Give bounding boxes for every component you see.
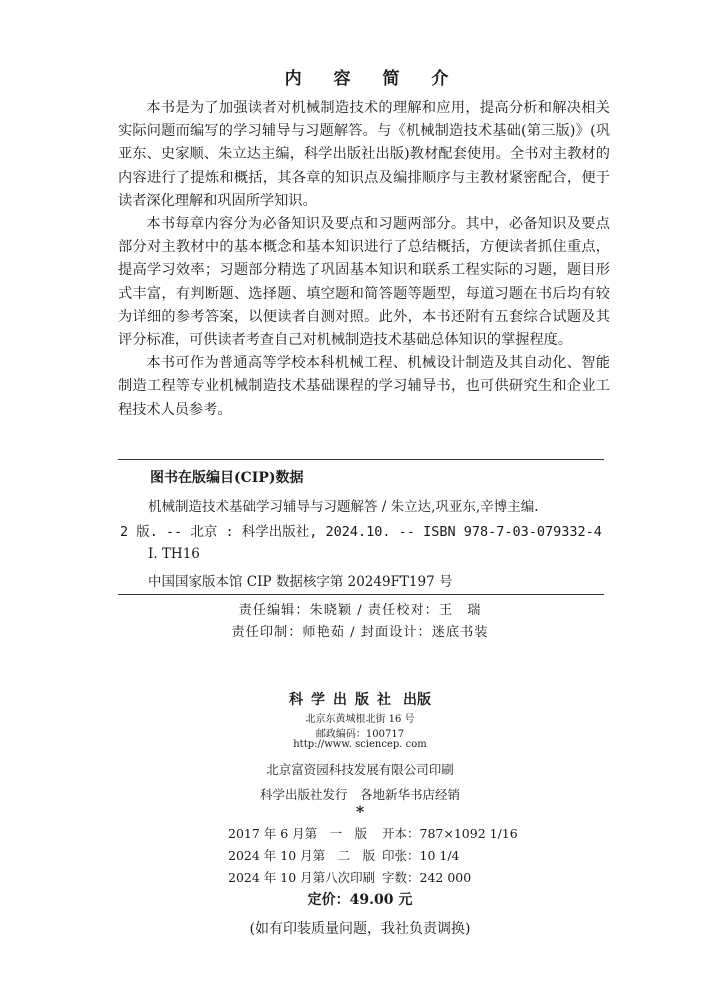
distribution-line: 科学出版社发行 各地新华书店经销 [259,787,460,802]
publisher-name: 科学出版社 [289,692,399,708]
printing-date: 2024 年 10 月第 二 版 [228,848,376,863]
cip-bottom-rule [118,594,604,595]
intro-body [118,97,610,422]
publisher-postcode: 邮政编码：100717 [315,729,405,740]
intro-title: 内 容 简 介 [284,69,462,89]
publisher-suffix: 出版 [403,692,431,708]
printing-spec: 开本：787×1092 1/16 [382,826,518,841]
intro-paragraph-1: 本书是为了加强读者对机械制造技术的理解和应用，提高分析和解决相关实际问题而编写的学习辅导与习题解答。与《机械制造技术基础(第三版)》(巩亚东、史家顺、朱立达主编，科学出版社出版)教材配套使用。全书对主教材的内容进行了提炼和概括，其各章的知识点及编排顺序与主教材紧密配合，便于读者深化理解和巩固所学知识。 [118,100,610,209]
publisher-line [0,689,720,709]
quality-note: (如有印装质量问题，我社负责调换) [249,921,471,937]
cip-title-line: 机械制造技术基础学习辅导与习题解答 / 朱立达,巩亚东,辛博主编. [148,499,539,515]
cip-top-rule [118,459,604,460]
cip-record-number: 中国国家版本馆 CIP 数据核字第 20249FT197 号 [148,574,453,590]
printing-row [228,845,518,867]
separator-asterisk: * [355,802,365,821]
price-value: 49.00 元 [349,892,413,908]
printing-spec: 字数：242 000 [382,870,472,885]
printing-row [228,867,518,889]
responsibility-editors: 责任编辑：朱晓颖 / 责任校对：王 瑞 [238,603,482,618]
cip-classification-line: Ⅰ. TH16 [148,546,200,562]
responsibility-production: 责任印制：师艳茹 / 封面设计：迷底书装 [231,625,489,640]
publisher-address: 北京东黄城根北街 16 号 [305,714,415,725]
price-label: 定价： [307,892,350,908]
cip-edition-line: 2 版. -- 北京 : 科学出版社, 2024.10. -- ISBN 978-7-03-079332-4 [120,524,602,540]
printing-spec: 印张：10 1/4 [382,848,460,863]
intro-paragraph-3: 本书可作为普通高等学校本科机械工程、机械设计制造及其自动化、智能制造工程等专业机械制造技术基础课程的学习辅导书，也可供研究生和企业工程技术人员参考。 [118,355,610,418]
cip-heading: 图书在版编目(CIP)数据 [150,470,304,486]
intro-paragraph-2: 本书每章内容分为必备知识及要点和习题两部分。其中，必备知识及要点部分对主教材中的基本概念和基本知识进行了总结概括，方便读者抓住重点，提高学习效率；习题部分精选了巩固基本知识和联系工程实际的习题，题目形式丰富，有判断题、选择题、填空题和简答题等题型，每道习题在书后均有较为详细的参考答案，以便读者自测对照。此外，本书还附有五套综合试题及其评分标准，可供读者考查自己对机械制造技术基础总体知识的掌握程度。 [118,216,610,349]
publisher-website: http://www. sciencep. com [293,739,427,750]
printing-row [228,823,518,845]
printer-name: 北京富资园科技发展有限公司印刷 [266,762,454,777]
printing-history [228,823,518,889]
price-line [0,889,720,909]
printing-date: 2017 年 6 月第 一 版 [228,826,368,841]
printing-date: 2024 年 10 月第八次印刷 [228,870,376,885]
